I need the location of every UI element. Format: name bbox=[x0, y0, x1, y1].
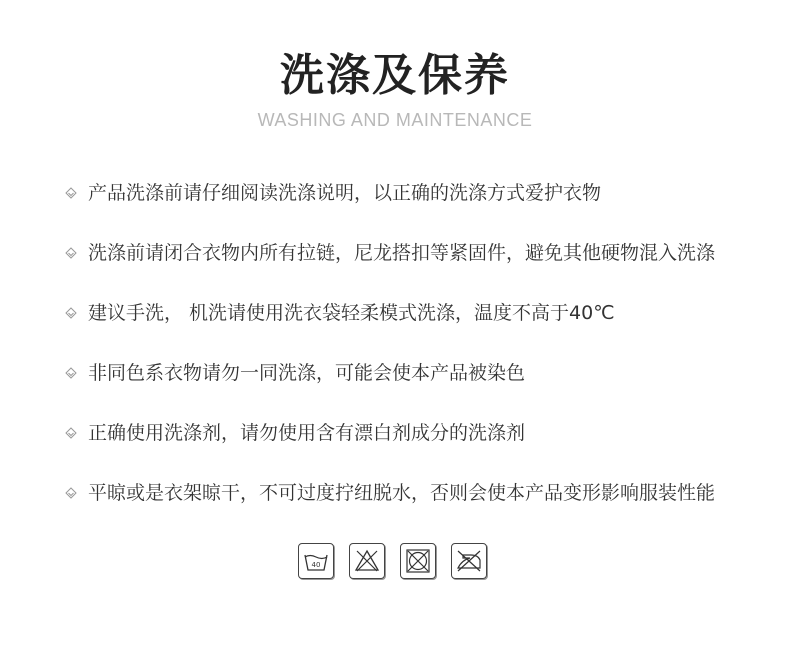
list-item bbox=[64, 472, 764, 532]
list-item bbox=[64, 292, 764, 352]
instruction-text: 平晾或是衣架晾干，不可过度拧纽脱水，否则会使本产品变形影响服装性能 bbox=[88, 482, 716, 504]
instruction-text: 正确使用洗涤剂，请勿使用含有漂白剂成分的洗涤剂 bbox=[88, 422, 526, 444]
list-item bbox=[64, 352, 764, 412]
care-instructions-list bbox=[64, 172, 764, 532]
instruction-text: 洗涤前请闭合衣物内所有拉链，尼龙搭扣等紧固件，避免其他硬物混入洗涤 bbox=[88, 242, 716, 264]
diamond-bullet-icon bbox=[64, 246, 78, 260]
no-tumble-dry-icon bbox=[400, 543, 436, 579]
instruction-text: 非同色系衣物请勿一同洗涤，可能会使本产品被染色 bbox=[88, 362, 526, 384]
diamond-bullet-icon bbox=[64, 186, 78, 200]
list-item bbox=[64, 232, 764, 292]
diamond-bullet-icon bbox=[64, 306, 78, 320]
list-item bbox=[64, 172, 764, 232]
no-bleach-icon bbox=[349, 543, 385, 579]
list-item bbox=[64, 412, 764, 472]
wash-40-icon bbox=[298, 543, 334, 579]
instruction-text: 建议手洗， 机洗请使用洗衣袋轻柔模式洗涤，温度不高于40℃ bbox=[88, 302, 615, 324]
diamond-bullet-icon bbox=[64, 366, 78, 380]
page-title: 洗涤及保养 bbox=[280, 50, 510, 101]
diamond-bullet-icon bbox=[64, 426, 78, 440]
care-icons-row bbox=[298, 543, 487, 579]
diamond-bullet-icon bbox=[64, 486, 78, 500]
instruction-text: 产品洗涤前请仔细阅读洗涤说明，以正确的洗涤方式爱护衣物 bbox=[88, 182, 602, 204]
wash-temp-label: 40 bbox=[311, 561, 321, 569]
page-subtitle: WASHING AND MAINTENANCE bbox=[257, 110, 533, 130]
no-iron-icon bbox=[451, 543, 487, 579]
